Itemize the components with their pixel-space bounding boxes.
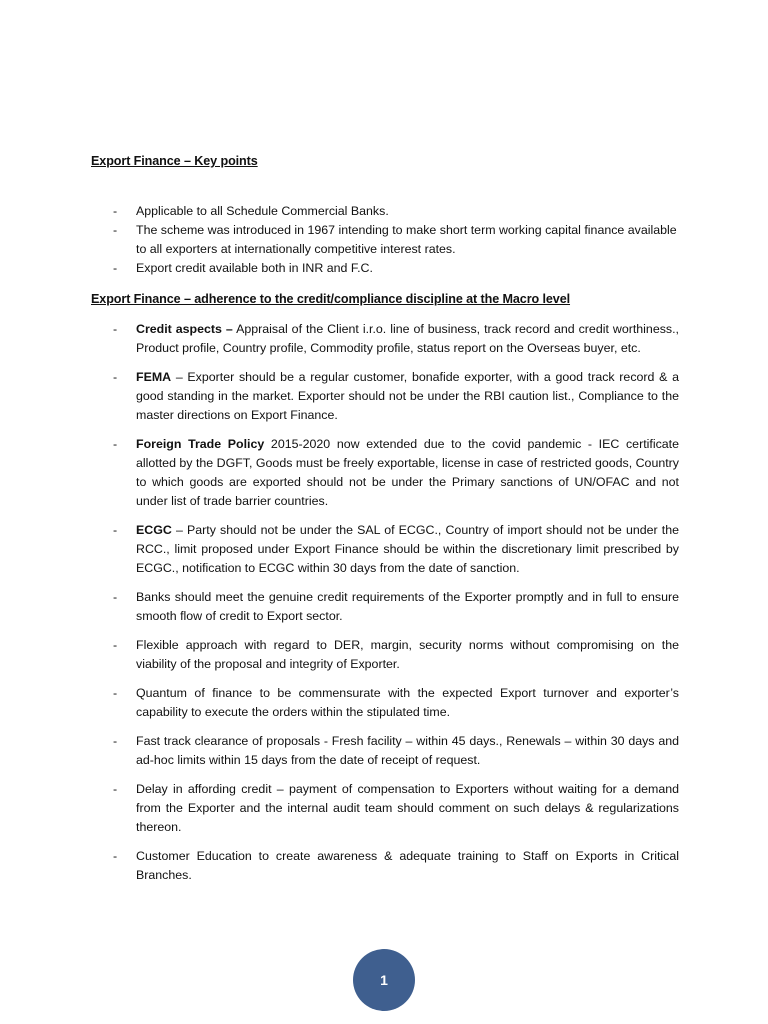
bullet-dash: - — [113, 370, 118, 384]
bullet-dash: - — [113, 638, 118, 652]
list-item — [113, 202, 679, 221]
compliance-list — [113, 320, 679, 895]
bullet-dash: - — [113, 590, 118, 604]
list-item-text: Banks should meet the genuine credit requirements of the Exporter promptly and in full to ensure smooth flow of credit to Export sector. — [136, 590, 679, 623]
list-item-text: 2015-2020 now extended due to the covid pandemic - IEC certificate allotted by the DGFT, Goods must be freely exportable, license in case of restricted goods, Country to which goods are exported should not be under the Primary sanctions of UN/OFAC and not under list of trade barrier countries. — [136, 437, 679, 508]
section-heading-macro-level: Export Finance – adherence to the credit/compliance discipline at the Macro level — [91, 292, 571, 306]
list-item — [113, 684, 679, 722]
list-item-term: FEMA — [136, 370, 172, 384]
list-item-text: Appraisal of the Client i.r.o. line of business, track record and credit worthiness., Product profile, Country profile, Commodity profile, status report on the Overseas buyer, etc. — [136, 322, 679, 355]
list-item-text: Delay in affording credit – payment of compensation to Exporters without waiting for a demand from the Exporter and the internal audit team should comment on such delays & regularizations thereon. — [136, 782, 679, 834]
bullet-dash: - — [113, 523, 118, 537]
list-item — [113, 636, 679, 674]
list-item-term: Credit aspects – — [136, 322, 233, 336]
list-item-fema — [113, 368, 679, 425]
list-item — [113, 259, 679, 278]
list-item-foreign-trade-policy — [113, 435, 679, 511]
list-item-text: – Exporter should be a regular customer, bonafide exporter, with a good track record & a good standing in the market. Exporter should not be under the RBI caution list., Compliance to the master directions on Export Finance. — [136, 370, 679, 422]
list-item-text: Flexible approach with regard to DER, margin, security norms without compromising on the viability of the proposal and integrity of Exporter. — [136, 638, 679, 671]
section-heading-key-points: Export Finance – Key points — [91, 154, 258, 168]
list-item-ecgc — [113, 521, 679, 578]
bullet-dash: - — [113, 686, 118, 700]
bullet-dash: - — [113, 437, 118, 451]
bullet-dash: - — [113, 223, 118, 237]
list-item-text: Export credit available both in INR and F.C. — [136, 261, 373, 275]
list-item-text: – Party should not be under the SAL of ECGC., Country of import should not be under the RCC., limit proposed under Export Finance should be within the discretionary limit prescribed by ECGC., notification to ECGC within 30 days from the date of sanction. — [136, 523, 679, 575]
list-item — [113, 847, 679, 885]
key-points-list — [113, 202, 679, 278]
list-item-text: Applicable to all Schedule Commercial Banks. — [136, 204, 389, 218]
bullet-dash: - — [113, 261, 118, 275]
list-item-text: The scheme was introduced in 1967 intending to make short term working capital finance available to all exporters at internationally competitive interest rates. — [136, 223, 677, 256]
list-item-text: Customer Education to create awareness & adequate training to Staff on Exports in Critical Branches. — [136, 849, 679, 882]
list-item-text: Fast track clearance of proposals - Fresh facility – within 45 days., Renewals – within 30 days and ad-hoc limits within 15 days from the date of receipt of request. — [136, 734, 679, 767]
page-number-badge: 1 — [353, 949, 415, 1011]
bullet-dash: - — [113, 322, 118, 336]
list-item — [113, 588, 679, 626]
bullet-dash: - — [113, 849, 118, 863]
bullet-dash: - — [113, 204, 118, 218]
bullet-dash: - — [113, 782, 118, 796]
list-item-credit-aspects — [113, 320, 679, 358]
list-item-term: ECGC — [136, 523, 172, 537]
list-item — [113, 780, 679, 837]
bullet-dash: - — [113, 734, 118, 748]
list-item-term: Foreign Trade Policy — [136, 437, 265, 451]
list-item — [113, 732, 679, 770]
list-item — [113, 221, 679, 259]
list-item-text: Quantum of finance to be commensurate with the expected Export turnover and exporter’s capability to execute the orders within the stipulated time. — [136, 686, 679, 719]
